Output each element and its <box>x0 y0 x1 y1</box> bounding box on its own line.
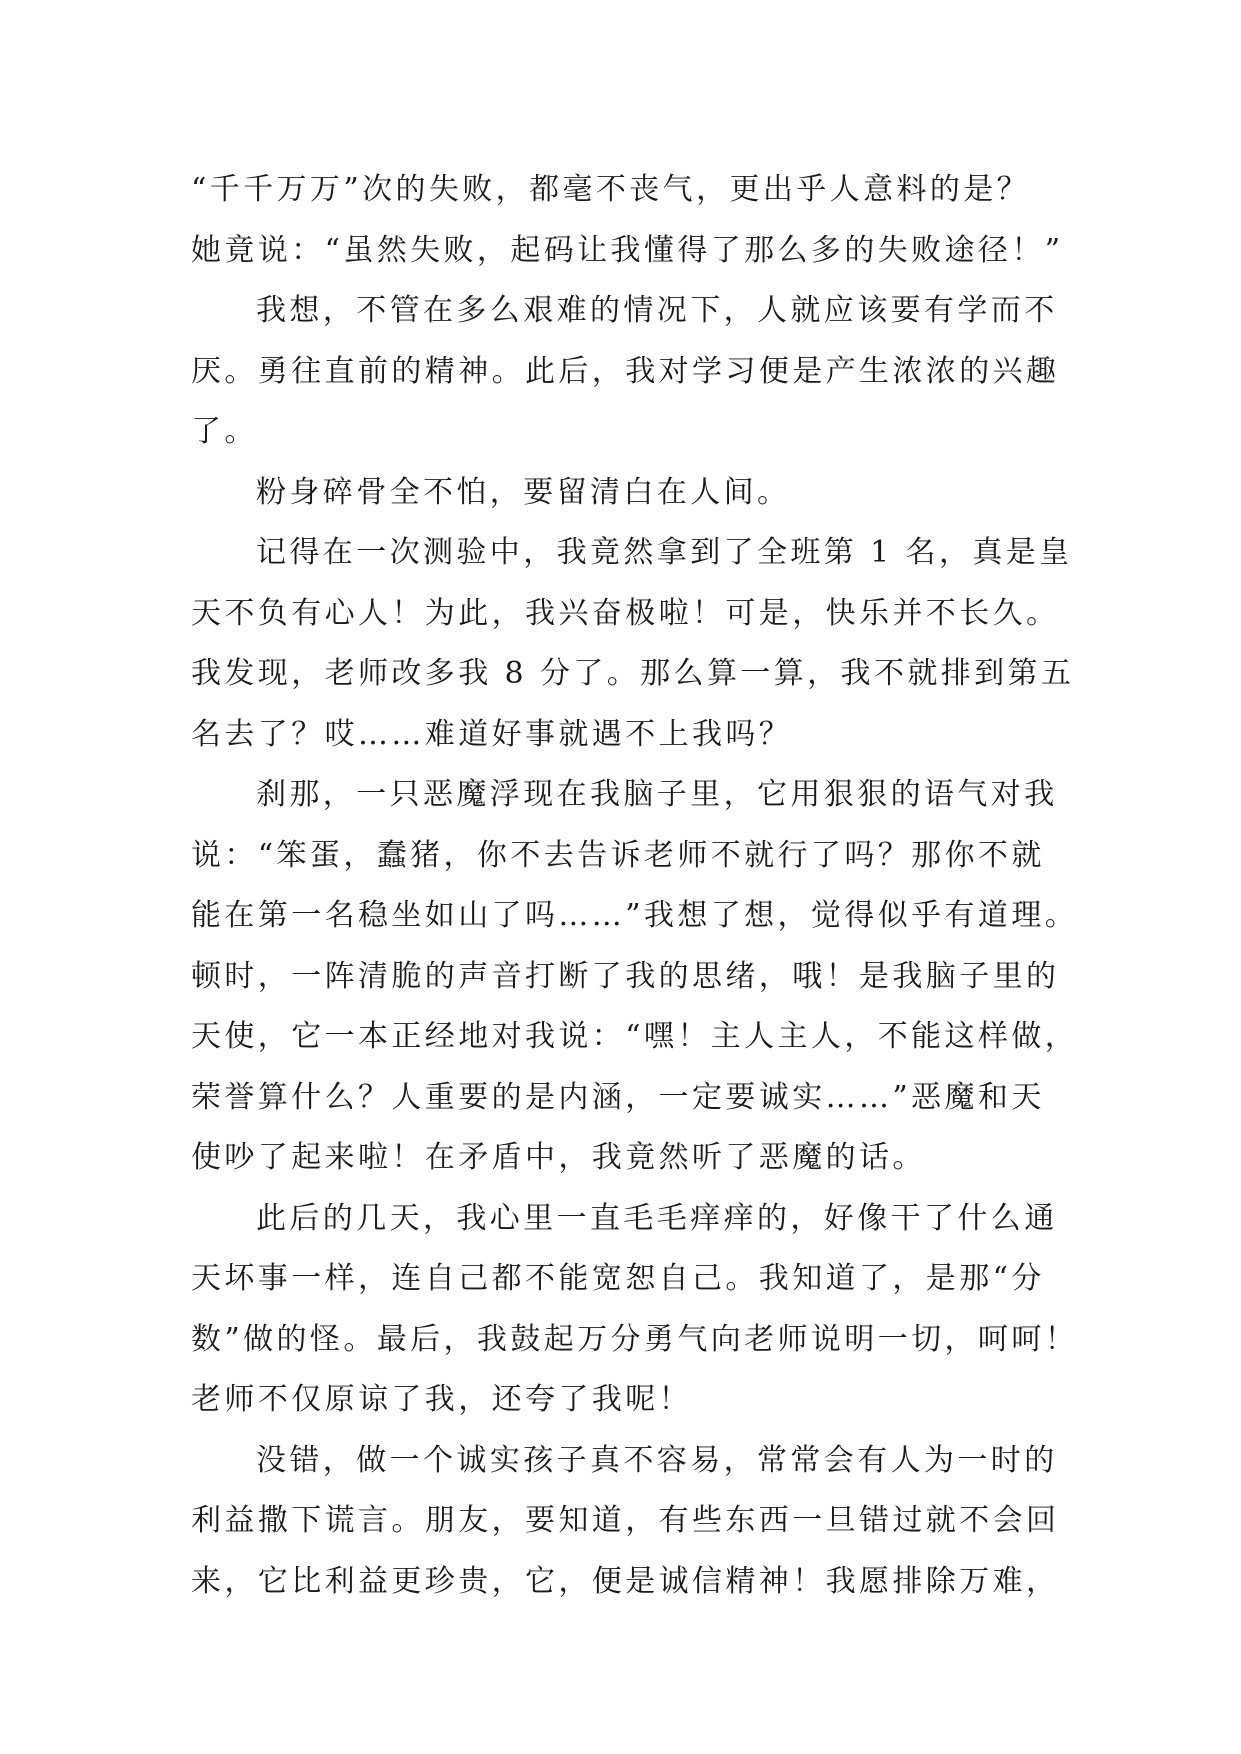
text-line: 天不负有心人！为此，我兴奋极啦！可是，快乐并不长久。 <box>191 595 1060 631</box>
paragraph-first-line: 记得在一次测验中，我竟然拿到了全班第 1 名，真是皇 <box>256 535 1073 570</box>
text-line: 天坏事一样，连自己都不能宽恕自己。我知道了，是那“分 <box>191 1261 1045 1296</box>
text-line: “千千万万”次的失败，都毫不丧气，更出乎人意料的是？ <box>191 172 1031 207</box>
text-line: 厌。勇往直前的精神。此后，我对学习便是产生浓浓的兴趣 <box>191 353 1060 389</box>
text-line: 顿时，一阵清脆的声音打断了我的思绪，哦！是我脑子里的 <box>191 958 1060 994</box>
text-line: 数”做的怪。最后，我鼓起万分勇气向老师说明一切，呵呵！ <box>191 1321 1079 1357</box>
paragraph-first-line: 此后的几天，我心里一直毛毛痒痒的，好像干了什么通 <box>256 1200 1058 1236</box>
paragraph-first-line: 粉身碎骨全不怕，要留清白在人间。 <box>256 474 791 510</box>
essay-body <box>191 160 1079 1612</box>
text-line: 名去了？哎……难道好事就遇不上我吗？ <box>191 716 793 752</box>
text-line: 了。 <box>191 414 258 449</box>
text-line: 使吵了起来啦！在矛盾中，我竟然听了恶魔的话。 <box>191 1140 926 1175</box>
text-line: 天使，它一本正经地对我说：“嘿！主人主人，不能这样做， <box>191 1019 1079 1054</box>
text-line: 来，它比利益更珍贵，它，便是诚信精神！我愿排除万难， <box>191 1563 1060 1599</box>
paragraph-first-line: 我想，不管在多么艰难的情况下，人就应该要有学而不 <box>256 293 1058 328</box>
text-line: 她竟说：“虽然失败，起码让我懂得了那么多的失败途径！” <box>191 232 1064 268</box>
text-line: 老师不仅原谅了我，还夸了我呢！ <box>191 1382 692 1417</box>
paragraph-first-line: 没错，做一个诚实孩子真不容易，常常会有人为一时的 <box>256 1442 1058 1478</box>
text-line: 说：“笨蛋，蠢猪，你不去告诉老师不就行了吗？那你不就 <box>191 837 1045 873</box>
text-line: 荣誉算什么？人重要的是内涵，一定要诚实……”恶魔和天 <box>191 1079 1045 1115</box>
text-line: 利益撒下谎言。朋友，要知道，有些东西一旦错过就不会回 <box>191 1503 1060 1538</box>
paragraph-first-line: 刹那，一只恶魔浮现在我脑子里，它用狠狠的语气对我 <box>256 777 1058 812</box>
text-line: 我发现，老师改多我 8 分了。那么算一算，我不就排到第五 <box>191 656 1075 691</box>
text-line: 能在第一名稳坐如山了吗……”我想了想，觉得似乎有道理。 <box>191 898 1079 933</box>
